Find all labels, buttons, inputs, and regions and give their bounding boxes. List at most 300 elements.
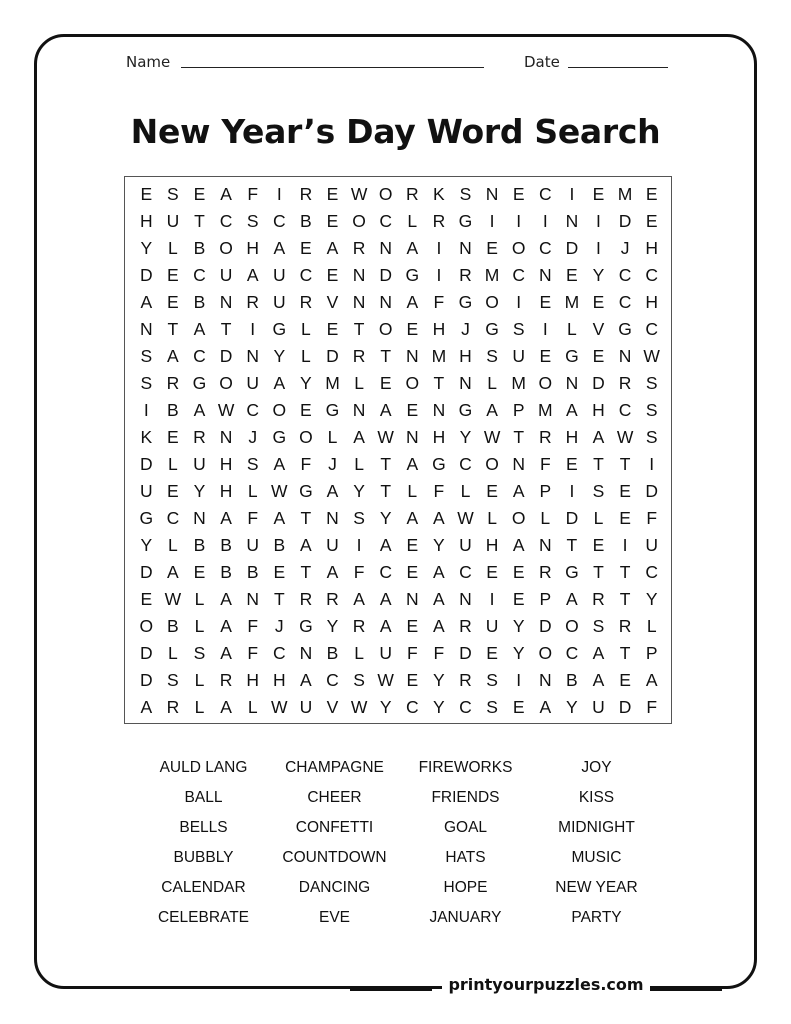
- grid-letter[interactable]: S: [353, 508, 365, 528]
- grid-letter[interactable]: V: [326, 292, 339, 312]
- grid-letter[interactable]: N: [432, 400, 446, 420]
- grid-letter[interactable]: A: [592, 427, 605, 447]
- grid-letter[interactable]: N: [299, 643, 313, 663]
- grid-letter[interactable]: N: [538, 670, 552, 690]
- grid-letter[interactable]: N: [246, 589, 260, 609]
- grid-letter[interactable]: E: [512, 562, 525, 582]
- grid-letter[interactable]: N: [565, 373, 579, 393]
- grid-letter[interactable]: C: [538, 238, 552, 258]
- grid-letter[interactable]: E: [539, 346, 552, 366]
- grid-letter[interactable]: S: [459, 184, 472, 204]
- grid-letter[interactable]: H: [459, 346, 472, 366]
- grid-letter[interactable]: U: [299, 697, 313, 717]
- grid-letter[interactable]: H: [485, 535, 499, 555]
- grid-letter[interactable]: N: [246, 346, 260, 366]
- grid-letter[interactable]: P: [539, 481, 552, 501]
- grid-letter[interactable]: Y: [433, 670, 445, 690]
- grid-letter[interactable]: C: [618, 292, 632, 312]
- grid-letter[interactable]: R: [193, 427, 206, 447]
- grid-letter[interactable]: N: [512, 454, 526, 474]
- grid-letter[interactable]: A: [220, 643, 232, 663]
- grid-letter[interactable]: E: [300, 400, 312, 420]
- grid-letter[interactable]: O: [352, 211, 366, 231]
- date-field-line[interactable]: [568, 67, 668, 68]
- grid-letter[interactable]: E: [486, 562, 498, 582]
- grid-letter[interactable]: A: [645, 670, 658, 690]
- grid-letter[interactable]: C: [645, 319, 659, 339]
- grid-letter[interactable]: I: [649, 454, 655, 474]
- grid-letter[interactable]: L: [168, 535, 178, 555]
- grid-letter[interactable]: G: [299, 481, 313, 501]
- grid-letter[interactable]: L: [327, 427, 338, 447]
- grid-letter[interactable]: N: [352, 400, 366, 420]
- grid-letter[interactable]: A: [433, 562, 445, 582]
- grid-letter[interactable]: E: [512, 589, 525, 609]
- grid-letter[interactable]: F: [300, 454, 312, 474]
- grid-letter[interactable]: U: [246, 535, 260, 555]
- grid-letter[interactable]: U: [512, 346, 526, 366]
- grid-letter[interactable]: W: [377, 427, 394, 447]
- grid-letter[interactable]: O: [511, 238, 526, 258]
- grid-letter[interactable]: A: [273, 373, 286, 393]
- grid-letter[interactable]: P: [512, 400, 525, 420]
- grid-letter[interactable]: Y: [326, 616, 339, 636]
- grid-letter[interactable]: S: [486, 346, 498, 366]
- grid-letter[interactable]: H: [565, 427, 579, 447]
- grid-letter[interactable]: N: [538, 535, 552, 555]
- grid-letter[interactable]: E: [406, 670, 419, 690]
- grid-letter[interactable]: M: [325, 373, 340, 393]
- grid-letter[interactable]: U: [193, 454, 206, 474]
- grid-letter[interactable]: N: [459, 589, 472, 609]
- grid-letter[interactable]: I: [436, 238, 442, 258]
- grid-letter[interactable]: Y: [379, 508, 392, 528]
- grid-letter[interactable]: T: [380, 454, 392, 474]
- grid-letter[interactable]: I: [516, 292, 522, 312]
- grid-letter[interactable]: F: [247, 508, 259, 528]
- grid-letter[interactable]: S: [140, 373, 153, 393]
- grid-letter[interactable]: D: [379, 265, 393, 285]
- grid-letter[interactable]: E: [406, 535, 419, 555]
- grid-letter[interactable]: E: [486, 238, 498, 258]
- grid-letter[interactable]: E: [566, 454, 578, 474]
- grid-letter[interactable]: G: [432, 454, 446, 474]
- grid-letter[interactable]: E: [193, 562, 206, 582]
- grid-letter[interactable]: L: [194, 589, 205, 609]
- grid-letter[interactable]: C: [405, 697, 419, 717]
- grid-letter[interactable]: B: [193, 535, 206, 555]
- grid-letter[interactable]: A: [220, 508, 232, 528]
- grid-letter[interactable]: U: [246, 373, 260, 393]
- grid-letter[interactable]: Y: [140, 238, 153, 258]
- grid-letter[interactable]: S: [353, 670, 365, 690]
- grid-letter[interactable]: E: [645, 184, 658, 204]
- grid-letter[interactable]: R: [299, 184, 313, 204]
- grid-letter[interactable]: E: [645, 211, 658, 231]
- grid-letter[interactable]: P: [645, 643, 658, 663]
- grid-letter[interactable]: L: [247, 697, 258, 717]
- grid-letter[interactable]: C: [459, 697, 472, 717]
- grid-letter[interactable]: K: [433, 184, 445, 204]
- grid-letter[interactable]: A: [273, 454, 286, 474]
- grid-letter[interactable]: T: [300, 562, 312, 582]
- grid-letter[interactable]: T: [433, 373, 445, 393]
- grid-letter[interactable]: C: [538, 184, 552, 204]
- grid-letter[interactable]: B: [246, 562, 259, 582]
- grid-letter[interactable]: W: [483, 427, 501, 447]
- grid-letter[interactable]: I: [569, 184, 575, 204]
- grid-letter[interactable]: F: [433, 481, 445, 501]
- grid-letter[interactable]: A: [433, 508, 445, 528]
- grid-letter[interactable]: E: [193, 184, 206, 204]
- grid-letter[interactable]: E: [406, 616, 419, 636]
- grid-letter[interactable]: G: [272, 319, 287, 339]
- grid-letter[interactable]: D: [459, 643, 472, 663]
- grid-letter[interactable]: W: [377, 670, 394, 690]
- grid-letter[interactable]: R: [405, 184, 419, 204]
- grid-letter[interactable]: A: [406, 238, 419, 258]
- grid-letter[interactable]: Y: [459, 427, 472, 447]
- grid-letter[interactable]: H: [272, 670, 286, 690]
- grid-letter[interactable]: R: [246, 292, 260, 312]
- grid-letter[interactable]: E: [592, 346, 605, 366]
- grid-letter[interactable]: L: [354, 643, 364, 663]
- grid-letter[interactable]: O: [299, 427, 313, 447]
- grid-letter[interactable]: I: [516, 211, 522, 231]
- grid-letter[interactable]: A: [246, 265, 259, 285]
- grid-letter[interactable]: U: [459, 535, 472, 555]
- grid-letter[interactable]: W: [643, 346, 660, 366]
- grid-letter[interactable]: W: [217, 400, 235, 420]
- grid-letter[interactable]: T: [380, 481, 392, 501]
- grid-letter[interactable]: F: [406, 643, 418, 663]
- grid-letter[interactable]: R: [219, 670, 233, 690]
- grid-letter[interactable]: U: [645, 535, 659, 555]
- grid-letter[interactable]: E: [539, 292, 552, 312]
- grid-letter[interactable]: S: [592, 616, 605, 636]
- grid-letter[interactable]: B: [300, 211, 312, 231]
- grid-letter[interactable]: E: [167, 292, 179, 312]
- grid-letter[interactable]: R: [459, 616, 472, 636]
- grid-letter[interactable]: O: [511, 508, 526, 528]
- grid-letter[interactable]: Y: [300, 373, 312, 393]
- grid-letter[interactable]: A: [326, 562, 339, 582]
- grid-letter[interactable]: D: [538, 616, 552, 636]
- grid-letter[interactable]: E: [273, 562, 286, 582]
- grid-letter[interactable]: D: [139, 265, 153, 285]
- grid-letter[interactable]: L: [354, 454, 364, 474]
- grid-letter[interactable]: S: [246, 454, 259, 474]
- grid-letter[interactable]: W: [350, 184, 368, 204]
- grid-letter[interactable]: C: [272, 643, 286, 663]
- grid-letter[interactable]: A: [326, 481, 339, 501]
- grid-letter[interactable]: O: [378, 319, 393, 339]
- grid-letter[interactable]: L: [567, 319, 577, 339]
- grid-letter[interactable]: E: [140, 589, 153, 609]
- grid-letter[interactable]: E: [167, 427, 179, 447]
- grid-letter[interactable]: R: [592, 589, 605, 609]
- grid-letter[interactable]: S: [512, 319, 525, 339]
- grid-letter[interactable]: E: [619, 670, 631, 690]
- grid-letter[interactable]: J: [620, 238, 630, 258]
- grid-letter[interactable]: A: [167, 562, 179, 582]
- grid-letter[interactable]: D: [219, 346, 233, 366]
- grid-letter[interactable]: M: [484, 265, 500, 285]
- grid-letter[interactable]: Y: [273, 346, 286, 366]
- grid-letter[interactable]: L: [460, 481, 471, 501]
- grid-letter[interactable]: W: [164, 589, 182, 609]
- grid-letter[interactable]: A: [220, 184, 232, 204]
- grid-letter[interactable]: B: [220, 562, 232, 582]
- grid-letter[interactable]: E: [326, 211, 339, 231]
- grid-letter[interactable]: F: [646, 508, 658, 528]
- grid-letter[interactable]: F: [433, 643, 445, 663]
- grid-letter[interactable]: L: [168, 454, 178, 474]
- grid-letter[interactable]: L: [194, 670, 205, 690]
- grid-letter[interactable]: G: [458, 211, 473, 231]
- grid-letter[interactable]: E: [300, 238, 312, 258]
- grid-letter[interactable]: I: [276, 184, 282, 204]
- grid-letter[interactable]: I: [596, 238, 601, 258]
- grid-letter[interactable]: H: [432, 427, 446, 447]
- grid-letter[interactable]: G: [325, 400, 340, 420]
- grid-letter[interactable]: A: [406, 508, 419, 528]
- grid-letter[interactable]: R: [538, 562, 552, 582]
- grid-letter[interactable]: C: [618, 265, 632, 285]
- grid-letter[interactable]: E: [167, 265, 179, 285]
- grid-letter[interactable]: A: [592, 643, 605, 663]
- grid-letter[interactable]: J: [274, 616, 284, 636]
- grid-letter[interactable]: T: [273, 589, 285, 609]
- grid-letter[interactable]: S: [486, 670, 498, 690]
- grid-letter[interactable]: A: [379, 616, 392, 636]
- grid-letter[interactable]: O: [538, 643, 553, 663]
- grid-letter[interactable]: I: [250, 319, 256, 339]
- grid-letter[interactable]: E: [592, 184, 605, 204]
- grid-letter[interactable]: C: [379, 211, 393, 231]
- grid-letter[interactable]: A: [433, 589, 445, 609]
- grid-letter[interactable]: R: [352, 238, 366, 258]
- grid-letter[interactable]: A: [406, 292, 419, 312]
- grid-letter[interactable]: B: [167, 400, 179, 420]
- grid-letter[interactable]: N: [459, 373, 472, 393]
- grid-letter[interactable]: E: [486, 481, 498, 501]
- grid-letter[interactable]: L: [646, 616, 657, 636]
- grid-letter[interactable]: D: [592, 373, 605, 393]
- grid-letter[interactable]: S: [645, 373, 658, 393]
- grid-letter[interactable]: R: [618, 373, 632, 393]
- grid-letter[interactable]: T: [566, 535, 578, 555]
- grid-letter[interactable]: C: [645, 265, 659, 285]
- grid-letter[interactable]: I: [569, 481, 575, 501]
- grid-letter[interactable]: O: [139, 616, 154, 636]
- grid-letter[interactable]: C: [459, 454, 472, 474]
- grid-letter[interactable]: G: [458, 400, 473, 420]
- grid-letter[interactable]: O: [272, 400, 287, 420]
- grid-letter[interactable]: N: [326, 508, 339, 528]
- grid-letter[interactable]: Y: [512, 616, 525, 636]
- grid-letter[interactable]: O: [219, 238, 233, 258]
- grid-letter[interactable]: O: [219, 373, 233, 393]
- grid-letter[interactable]: A: [486, 400, 498, 420]
- grid-letter[interactable]: S: [486, 697, 498, 717]
- grid-letter[interactable]: E: [512, 184, 525, 204]
- grid-letter[interactable]: M: [617, 184, 633, 204]
- grid-letter[interactable]: A: [539, 697, 552, 717]
- grid-letter[interactable]: B: [566, 670, 578, 690]
- grid-letter[interactable]: G: [139, 508, 154, 528]
- grid-letter[interactable]: E: [406, 400, 419, 420]
- grid-letter[interactable]: L: [593, 508, 604, 528]
- grid-letter[interactable]: W: [271, 697, 288, 717]
- grid-letter[interactable]: A: [566, 589, 578, 609]
- grid-letter[interactable]: U: [219, 265, 233, 285]
- grid-letter[interactable]: F: [353, 562, 365, 582]
- grid-letter[interactable]: L: [194, 616, 205, 636]
- grid-letter[interactable]: U: [379, 643, 393, 663]
- grid-letter[interactable]: N: [219, 292, 233, 312]
- grid-letter[interactable]: Y: [433, 535, 445, 555]
- grid-letter[interactable]: H: [592, 400, 605, 420]
- grid-letter[interactable]: F: [247, 643, 259, 663]
- grid-letter[interactable]: N: [459, 238, 472, 258]
- grid-letter[interactable]: T: [353, 319, 365, 339]
- grid-letter[interactable]: E: [592, 292, 605, 312]
- grid-letter[interactable]: N: [538, 265, 552, 285]
- grid-letter[interactable]: C: [618, 400, 632, 420]
- grid-letter[interactable]: E: [406, 319, 419, 339]
- grid-letter[interactable]: R: [166, 697, 180, 717]
- grid-letter[interactable]: T: [619, 562, 631, 582]
- grid-letter[interactable]: B: [273, 535, 286, 555]
- grid-letter[interactable]: I: [489, 589, 495, 609]
- grid-letter[interactable]: L: [194, 697, 205, 717]
- grid-letter[interactable]: U: [272, 292, 286, 312]
- grid-letter[interactable]: I: [143, 400, 149, 420]
- grid-letter[interactable]: F: [539, 454, 551, 474]
- grid-letter[interactable]: U: [272, 265, 286, 285]
- grid-letter[interactable]: Y: [379, 697, 392, 717]
- grid-letter[interactable]: W: [271, 481, 288, 501]
- grid-letter[interactable]: E: [326, 265, 339, 285]
- grid-letter[interactable]: D: [618, 211, 632, 231]
- grid-letter[interactable]: G: [458, 292, 473, 312]
- grid-letter[interactable]: E: [566, 265, 578, 285]
- grid-letter[interactable]: W: [350, 697, 368, 717]
- grid-letter[interactable]: T: [593, 454, 604, 474]
- grid-letter[interactable]: G: [565, 562, 579, 582]
- grid-letter[interactable]: A: [300, 535, 312, 555]
- grid-letter[interactable]: W: [457, 508, 474, 528]
- grid-letter[interactable]: N: [379, 238, 393, 258]
- grid-letter[interactable]: C: [193, 346, 206, 366]
- grid-letter[interactable]: Y: [353, 481, 365, 501]
- grid-letter[interactable]: R: [432, 211, 446, 231]
- grid-letter[interactable]: T: [300, 508, 312, 528]
- grid-letter[interactable]: E: [619, 508, 631, 528]
- grid-letter[interactable]: S: [193, 643, 206, 663]
- grid-letter[interactable]: L: [301, 346, 311, 366]
- grid-letter[interactable]: C: [565, 643, 579, 663]
- grid-letter[interactable]: I: [516, 670, 522, 690]
- grid-letter[interactable]: U: [326, 535, 339, 555]
- grid-letter[interactable]: A: [379, 535, 392, 555]
- grid-letter[interactable]: D: [618, 697, 632, 717]
- grid-letter[interactable]: G: [299, 616, 313, 636]
- grid-letter[interactable]: D: [565, 238, 579, 258]
- grid-letter[interactable]: L: [487, 373, 497, 393]
- grid-letter[interactable]: N: [405, 346, 419, 366]
- grid-letter[interactable]: N: [485, 184, 499, 204]
- grid-letter[interactable]: N: [379, 292, 393, 312]
- grid-letter[interactable]: W: [616, 427, 634, 447]
- grid-letter[interactable]: G: [485, 319, 499, 339]
- grid-letter[interactable]: B: [220, 535, 232, 555]
- grid-letter[interactable]: A: [300, 670, 312, 690]
- grid-letter[interactable]: C: [166, 508, 180, 528]
- grid-letter[interactable]: F: [646, 697, 658, 717]
- grid-letter[interactable]: E: [167, 481, 179, 501]
- grid-letter[interactable]: R: [166, 373, 180, 393]
- grid-letter[interactable]: L: [247, 481, 258, 501]
- grid-letter[interactable]: O: [485, 292, 499, 312]
- grid-letter[interactable]: A: [406, 454, 419, 474]
- grid-letter[interactable]: C: [512, 265, 526, 285]
- grid-letter[interactable]: J: [328, 454, 337, 474]
- grid-letter[interactable]: H: [219, 481, 233, 501]
- grid-letter[interactable]: E: [140, 184, 153, 204]
- grid-letter[interactable]: B: [193, 238, 206, 258]
- grid-letter[interactable]: A: [140, 292, 153, 312]
- grid-letter[interactable]: D: [645, 481, 659, 501]
- grid-letter[interactable]: G: [565, 346, 579, 366]
- grid-letter[interactable]: I: [356, 535, 362, 555]
- grid-letter[interactable]: C: [326, 670, 339, 690]
- grid-letter[interactable]: I: [596, 211, 601, 231]
- grid-letter[interactable]: U: [166, 211, 180, 231]
- grid-letter[interactable]: L: [407, 211, 418, 231]
- grid-letter[interactable]: F: [247, 616, 259, 636]
- grid-letter[interactable]: H: [645, 238, 659, 258]
- grid-letter[interactable]: G: [405, 265, 420, 285]
- grid-letter[interactable]: D: [326, 346, 339, 366]
- grid-letter[interactable]: E: [486, 643, 498, 663]
- grid-letter[interactable]: R: [352, 346, 366, 366]
- grid-letter[interactable]: J: [461, 319, 470, 339]
- grid-letter[interactable]: A: [193, 319, 206, 339]
- grid-letter[interactable]: Y: [512, 643, 525, 663]
- grid-letter[interactable]: E: [406, 562, 419, 582]
- grid-letter[interactable]: N: [405, 427, 419, 447]
- grid-letter[interactable]: V: [326, 697, 339, 717]
- grid-letter[interactable]: O: [378, 184, 393, 204]
- grid-letter[interactable]: J: [248, 427, 258, 447]
- grid-letter[interactable]: Y: [566, 697, 578, 717]
- grid-letter[interactable]: S: [167, 184, 179, 204]
- grid-letter[interactable]: U: [592, 697, 605, 717]
- grid-letter[interactable]: L: [407, 481, 418, 501]
- name-field-line[interactable]: [181, 67, 484, 68]
- grid-letter[interactable]: N: [139, 319, 153, 339]
- grid-letter[interactable]: H: [645, 292, 659, 312]
- grid-letter[interactable]: A: [566, 400, 578, 420]
- grid-letter[interactable]: A: [353, 589, 365, 609]
- grid-letter[interactable]: A: [193, 400, 206, 420]
- grid-letter[interactable]: E: [619, 481, 631, 501]
- grid-letter[interactable]: D: [139, 562, 153, 582]
- grid-letter[interactable]: A: [433, 616, 445, 636]
- grid-letter[interactable]: N: [352, 265, 366, 285]
